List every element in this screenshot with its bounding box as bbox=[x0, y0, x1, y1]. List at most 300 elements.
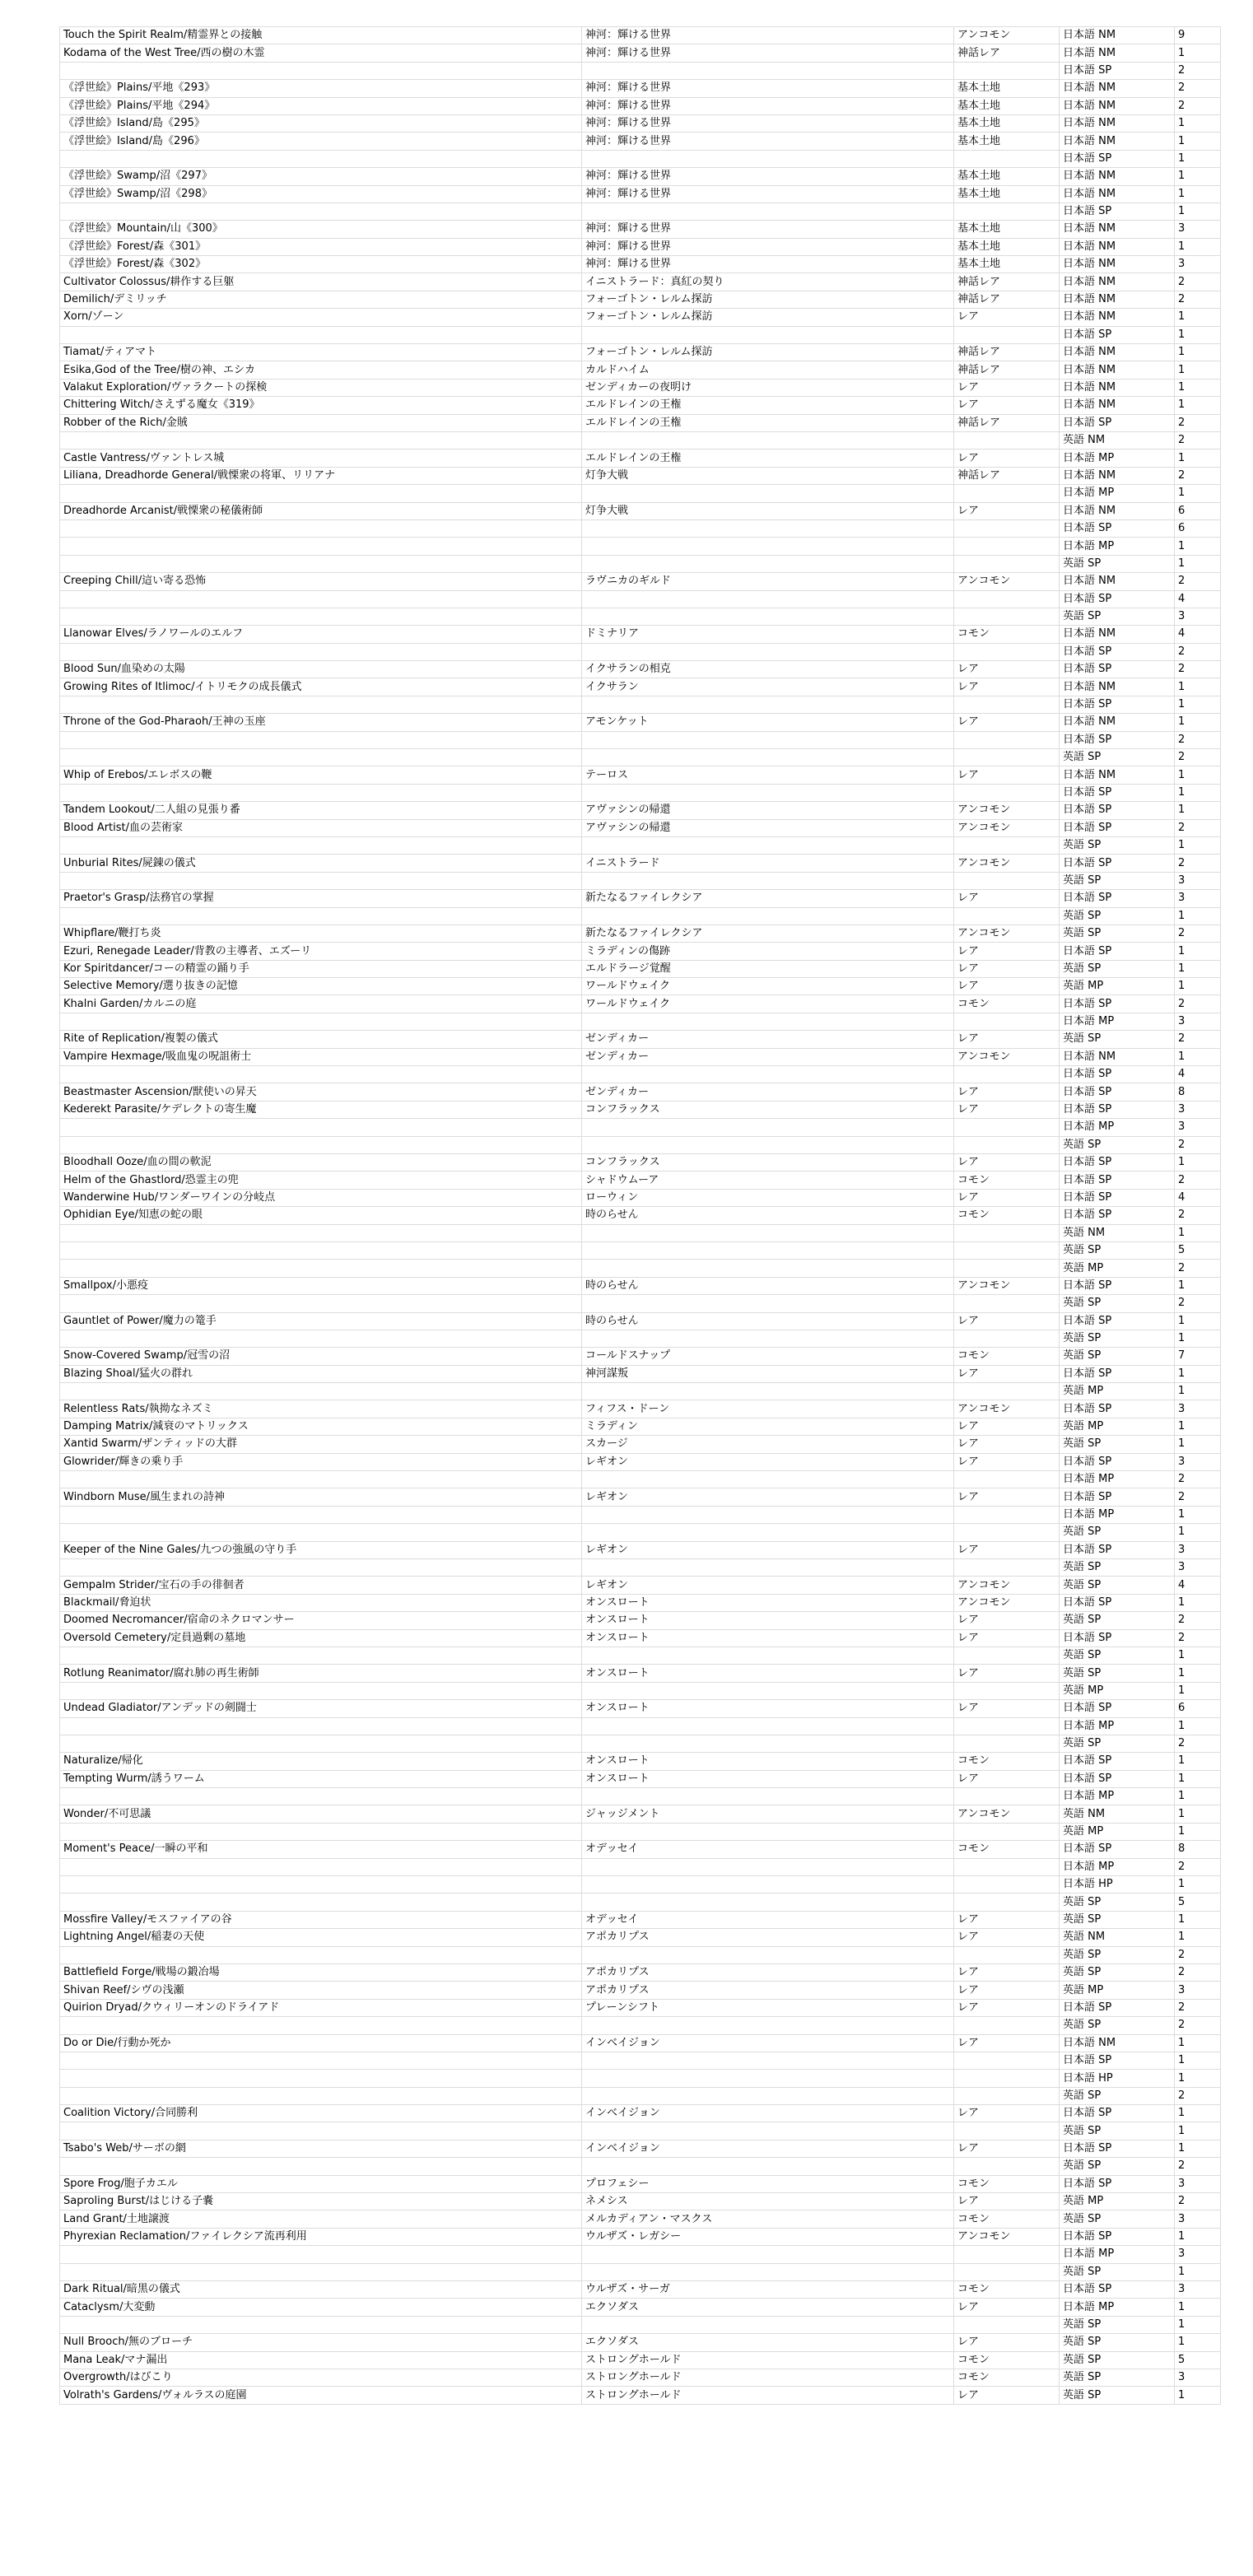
card-name-cell[interactable]: Selective Memory/選り抜きの記憶 bbox=[60, 978, 582, 995]
quantity-cell[interactable]: 2 bbox=[1175, 414, 1221, 431]
condition-cell[interactable]: 日本語 SP bbox=[1060, 1999, 1175, 2016]
card-name-cell[interactable]: Khalni Garden/カルニの庭 bbox=[60, 995, 582, 1013]
set-name-cell[interactable]: ゼンディカー bbox=[582, 1048, 954, 1065]
card-name-cell[interactable]: Do or Die/行動か死か bbox=[60, 2034, 582, 2052]
set-name-cell[interactable] bbox=[582, 2246, 954, 2263]
quantity-cell[interactable]: 2 bbox=[1175, 995, 1221, 1013]
condition-cell[interactable]: 英語 SP bbox=[1060, 1577, 1175, 1594]
condition-cell[interactable]: 日本語 SP bbox=[1060, 1594, 1175, 1611]
card-name-cell[interactable] bbox=[60, 907, 582, 925]
rarity-cell[interactable] bbox=[954, 643, 1060, 660]
condition-cell[interactable]: 日本語 HP bbox=[1060, 1876, 1175, 1894]
condition-cell[interactable]: 日本語 MP bbox=[1060, 1717, 1175, 1735]
quantity-cell[interactable]: 1 bbox=[1175, 150, 1221, 167]
quantity-cell[interactable]: 2 bbox=[1175, 2087, 1221, 2104]
card-name-cell[interactable] bbox=[60, 1946, 582, 1963]
card-name-cell[interactable] bbox=[60, 872, 582, 889]
condition-cell[interactable]: 日本語 SP bbox=[1060, 1189, 1175, 1206]
condition-cell[interactable]: 日本語 NM bbox=[1060, 273, 1175, 291]
rarity-cell[interactable]: アンコモン bbox=[954, 27, 1060, 44]
quantity-cell[interactable]: 3 bbox=[1175, 1101, 1221, 1118]
rarity-cell[interactable]: アンコモン bbox=[954, 2228, 1060, 2245]
set-name-cell[interactable]: 灯争大戦 bbox=[582, 467, 954, 484]
condition-cell[interactable]: 日本語 SP bbox=[1060, 696, 1175, 713]
set-name-cell[interactable]: インベイジョン bbox=[582, 2140, 954, 2157]
quantity-cell[interactable]: 2 bbox=[1175, 573, 1221, 590]
rarity-cell[interactable]: 神話レア bbox=[954, 44, 1060, 62]
condition-cell[interactable]: 日本語 NM bbox=[1060, 80, 1175, 97]
set-name-cell[interactable] bbox=[582, 1682, 954, 1699]
card-name-cell[interactable]: Blood Sun/血染めの太陽 bbox=[60, 661, 582, 678]
rarity-cell[interactable]: レア bbox=[954, 1189, 1060, 1206]
condition-cell[interactable]: 英語 SP bbox=[1060, 1031, 1175, 1048]
card-name-cell[interactable] bbox=[60, 2052, 582, 2069]
quantity-cell[interactable]: 1 bbox=[1175, 1418, 1221, 1435]
quantity-cell[interactable]: 2 bbox=[1175, 1295, 1221, 1312]
card-name-cell[interactable] bbox=[60, 2122, 582, 2140]
set-name-cell[interactable] bbox=[582, 1717, 954, 1735]
quantity-cell[interactable]: 1 bbox=[1175, 397, 1221, 414]
quantity-cell[interactable]: 1 bbox=[1175, 714, 1221, 731]
quantity-cell[interactable]: 1 bbox=[1175, 2316, 1221, 2333]
set-name-cell[interactable]: ゼンディカー bbox=[582, 1083, 954, 1101]
card-name-cell[interactable]: Tandem Lookout/二人組の見張り番 bbox=[60, 802, 582, 819]
condition-cell[interactable]: 英語 SP bbox=[1060, 2158, 1175, 2175]
quantity-cell[interactable]: 4 bbox=[1175, 590, 1221, 608]
rarity-cell[interactable]: コモン bbox=[954, 995, 1060, 1013]
set-name-cell[interactable] bbox=[582, 1858, 954, 1875]
quantity-cell[interactable]: 1 bbox=[1175, 1788, 1221, 1805]
quantity-cell[interactable]: 6 bbox=[1175, 502, 1221, 519]
quantity-cell[interactable]: 3 bbox=[1175, 890, 1221, 907]
rarity-cell[interactable] bbox=[954, 1682, 1060, 1699]
set-name-cell[interactable] bbox=[582, 519, 954, 537]
quantity-cell[interactable]: 1 bbox=[1175, 1365, 1221, 1382]
set-name-cell[interactable]: アヴァシンの帰還 bbox=[582, 819, 954, 836]
quantity-cell[interactable]: 1 bbox=[1175, 1594, 1221, 1611]
set-name-cell[interactable] bbox=[582, 2122, 954, 2140]
rarity-cell[interactable] bbox=[954, 1013, 1060, 1030]
quantity-cell[interactable]: 2 bbox=[1175, 1172, 1221, 1189]
set-name-cell[interactable] bbox=[582, 1471, 954, 1488]
rarity-cell[interactable]: レア bbox=[954, 1700, 1060, 1717]
card-name-cell[interactable]: Gempalm Strider/宝石の手の徘徊者 bbox=[60, 1577, 582, 1594]
quantity-cell[interactable]: 2 bbox=[1175, 467, 1221, 484]
card-name-cell[interactable] bbox=[60, 431, 582, 449]
rarity-cell[interactable] bbox=[954, 2052, 1060, 2069]
quantity-cell[interactable]: 2 bbox=[1175, 731, 1221, 748]
card-name-cell[interactable]: Tsabo's Web/サーボの網 bbox=[60, 2140, 582, 2157]
set-name-cell[interactable] bbox=[582, 1946, 954, 1963]
rarity-cell[interactable]: 基本土地 bbox=[954, 256, 1060, 273]
quantity-cell[interactable]: 1 bbox=[1175, 784, 1221, 801]
card-name-cell[interactable]: Beastmaster Ascension/獣使いの昇天 bbox=[60, 1083, 582, 1101]
condition-cell[interactable]: 日本語 SP bbox=[1060, 203, 1175, 220]
quantity-cell[interactable]: 4 bbox=[1175, 626, 1221, 643]
card-name-cell[interactable]: Blackmail/脅迫状 bbox=[60, 1594, 582, 1611]
card-name-cell[interactable]: 《浮世絵》Island/島《295》 bbox=[60, 114, 582, 132]
card-name-cell[interactable]: Cultivator Colossus/耕作する巨躯 bbox=[60, 273, 582, 291]
quantity-cell[interactable]: 1 bbox=[1175, 1665, 1221, 1682]
card-name-cell[interactable]: Coalition Victory/合同勝利 bbox=[60, 2105, 582, 2122]
rarity-cell[interactable]: コモン bbox=[954, 2210, 1060, 2228]
condition-cell[interactable]: 英語 SP bbox=[1060, 608, 1175, 625]
rarity-cell[interactable]: 神話レア bbox=[954, 273, 1060, 291]
set-name-cell[interactable]: インベイジョン bbox=[582, 2034, 954, 2052]
condition-cell[interactable]: 日本語 SP bbox=[1060, 1770, 1175, 1787]
card-name-cell[interactable]: Demilich/デミリッチ bbox=[60, 291, 582, 308]
card-name-cell[interactable]: Valakut Exploration/ヴァラクートの探検 bbox=[60, 379, 582, 396]
condition-cell[interactable]: 日本語 SP bbox=[1060, 1083, 1175, 1101]
rarity-cell[interactable]: コモン bbox=[954, 1753, 1060, 1770]
rarity-cell[interactable] bbox=[954, 1506, 1060, 1523]
card-name-cell[interactable]: Ezuri, Renegade Leader/背教の主導者、エズーリ bbox=[60, 943, 582, 960]
condition-cell[interactable]: 英語 SP bbox=[1060, 1963, 1175, 1981]
rarity-cell[interactable]: レア bbox=[954, 2034, 1060, 2052]
quantity-cell[interactable]: 1 bbox=[1175, 1383, 1221, 1400]
card-name-cell[interactable] bbox=[60, 1823, 582, 1840]
card-name-cell[interactable] bbox=[60, 2246, 582, 2263]
rarity-cell[interactable] bbox=[954, 538, 1060, 555]
quantity-cell[interactable]: 7 bbox=[1175, 1348, 1221, 1365]
card-name-cell[interactable] bbox=[60, 2316, 582, 2333]
quantity-cell[interactable]: 4 bbox=[1175, 1189, 1221, 1206]
set-name-cell[interactable]: 神河：輝ける世界 bbox=[582, 97, 954, 114]
set-name-cell[interactable] bbox=[582, 2316, 954, 2333]
quantity-cell[interactable]: 1 bbox=[1175, 802, 1221, 819]
quantity-cell[interactable]: 4 bbox=[1175, 1066, 1221, 1083]
card-name-cell[interactable]: Kodama of the West Tree/西の樹の木霊 bbox=[60, 44, 582, 62]
condition-cell[interactable]: 英語 MP bbox=[1060, 978, 1175, 995]
set-name-cell[interactable] bbox=[582, 608, 954, 625]
rarity-cell[interactable]: レア bbox=[954, 1982, 1060, 1999]
card-name-cell[interactable] bbox=[60, 1735, 582, 1752]
card-name-cell[interactable]: Robber of the Rich/金賊 bbox=[60, 414, 582, 431]
rarity-cell[interactable] bbox=[954, 555, 1060, 572]
quantity-cell[interactable]: 1 bbox=[1175, 1682, 1221, 1699]
set-name-cell[interactable] bbox=[582, 696, 954, 713]
quantity-cell[interactable]: 1 bbox=[1175, 485, 1221, 502]
condition-cell[interactable]: 日本語 NM bbox=[1060, 344, 1175, 361]
set-name-cell[interactable]: ストロングホールド bbox=[582, 2351, 954, 2369]
quantity-cell[interactable]: 5 bbox=[1175, 2351, 1221, 2369]
quantity-cell[interactable]: 2 bbox=[1175, 291, 1221, 308]
card-name-cell[interactable]: Wonder/不可思議 bbox=[60, 1805, 582, 1823]
set-name-cell[interactable]: ウルザズ・サーガ bbox=[582, 2281, 954, 2299]
card-name-cell[interactable]: Esika,God of the Tree/樹の神、エシカ bbox=[60, 361, 582, 379]
set-name-cell[interactable]: 神河：輝ける世界 bbox=[582, 114, 954, 132]
quantity-cell[interactable]: 3 bbox=[1175, 1453, 1221, 1470]
rarity-cell[interactable]: レア bbox=[954, 1963, 1060, 1981]
rarity-cell[interactable] bbox=[954, 749, 1060, 766]
rarity-cell[interactable]: レア bbox=[954, 379, 1060, 396]
set-name-cell[interactable]: 神河：輝ける世界 bbox=[582, 44, 954, 62]
quantity-cell[interactable]: 1 bbox=[1175, 2052, 1221, 2069]
card-name-cell[interactable] bbox=[60, 731, 582, 748]
condition-cell[interactable]: 英語 SP bbox=[1060, 907, 1175, 925]
rarity-cell[interactable] bbox=[954, 1260, 1060, 1277]
quantity-cell[interactable]: 1 bbox=[1175, 2228, 1221, 2245]
condition-cell[interactable]: 英語 MP bbox=[1060, 1383, 1175, 1400]
condition-cell[interactable]: 日本語 SP bbox=[1060, 1365, 1175, 1382]
condition-cell[interactable]: 英語 NM bbox=[1060, 1805, 1175, 1823]
set-name-cell[interactable] bbox=[582, 150, 954, 167]
card-name-cell[interactable]: Saproling Burst/はじける子嚢 bbox=[60, 2193, 582, 2210]
condition-cell[interactable]: 日本語 MP bbox=[1060, 1013, 1175, 1030]
condition-cell[interactable]: 英語 SP bbox=[1060, 1558, 1175, 1576]
condition-cell[interactable]: 日本語 MP bbox=[1060, 2299, 1175, 2316]
quantity-cell[interactable]: 2 bbox=[1175, 1207, 1221, 1224]
condition-cell[interactable]: 日本語 SP bbox=[1060, 643, 1175, 660]
condition-cell[interactable]: 英語 SP bbox=[1060, 1241, 1175, 1259]
rarity-cell[interactable] bbox=[954, 326, 1060, 343]
card-name-cell[interactable]: Windborn Muse/風生まれの詩神 bbox=[60, 1488, 582, 1506]
rarity-cell[interactable]: アンコモン bbox=[954, 1277, 1060, 1294]
condition-cell[interactable]: 日本語 SP bbox=[1060, 1101, 1175, 1118]
set-name-cell[interactable] bbox=[582, 203, 954, 220]
condition-cell[interactable]: 日本語 SP bbox=[1060, 2228, 1175, 2245]
condition-cell[interactable]: 日本語 SP bbox=[1060, 150, 1175, 167]
card-name-cell[interactable]: Helm of the Ghastlord/恐霊主の兜 bbox=[60, 1172, 582, 1189]
card-name-cell[interactable]: Vampire Hexmage/吸血鬼の呪詛術士 bbox=[60, 1048, 582, 1065]
card-name-cell[interactable]: Mana Leak/マナ漏出 bbox=[60, 2351, 582, 2369]
set-name-cell[interactable]: オデッセイ bbox=[582, 1841, 954, 1858]
condition-cell[interactable]: 英語 SP bbox=[1060, 2369, 1175, 2386]
quantity-cell[interactable]: 1 bbox=[1175, 379, 1221, 396]
quantity-cell[interactable]: 1 bbox=[1175, 960, 1221, 977]
set-name-cell[interactable]: プレーンシフト bbox=[582, 1999, 954, 2016]
card-name-cell[interactable]: Shivan Reef/シヴの浅瀬 bbox=[60, 1982, 582, 1999]
set-name-cell[interactable] bbox=[582, 2158, 954, 2175]
rarity-cell[interactable]: アンコモン bbox=[954, 1400, 1060, 1418]
quantity-cell[interactable]: 1 bbox=[1175, 1277, 1221, 1294]
quantity-cell[interactable]: 1 bbox=[1175, 2387, 1221, 2404]
rarity-cell[interactable]: レア bbox=[954, 2193, 1060, 2210]
rarity-cell[interactable]: 基本土地 bbox=[954, 133, 1060, 150]
set-name-cell[interactable]: メルカディアン・マスクス bbox=[582, 2210, 954, 2228]
quantity-cell[interactable]: 2 bbox=[1175, 80, 1221, 97]
condition-cell[interactable]: 日本語 NM bbox=[1060, 256, 1175, 273]
card-name-cell[interactable] bbox=[60, 2017, 582, 2034]
condition-cell[interactable]: 英語 SP bbox=[1060, 1665, 1175, 1682]
set-name-cell[interactable] bbox=[582, 1119, 954, 1136]
card-name-cell[interactable] bbox=[60, 1471, 582, 1488]
set-name-cell[interactable]: オンスロート bbox=[582, 1770, 954, 1787]
rarity-cell[interactable]: レア bbox=[954, 1629, 1060, 1647]
card-name-cell[interactable] bbox=[60, 538, 582, 555]
quantity-cell[interactable]: 1 bbox=[1175, 1524, 1221, 1541]
set-name-cell[interactable] bbox=[582, 872, 954, 889]
rarity-cell[interactable] bbox=[954, 836, 1060, 854]
card-name-cell[interactable]: Volrath's Gardens/ヴォルラスの庭園 bbox=[60, 2387, 582, 2404]
condition-cell[interactable]: 日本語 SP bbox=[1060, 1312, 1175, 1330]
condition-cell[interactable]: 日本語 NM bbox=[1060, 168, 1175, 185]
card-name-cell[interactable]: Dreadhorde Arcanist/戦慄衆の秘儀術師 bbox=[60, 502, 582, 519]
set-name-cell[interactable]: ミラディン bbox=[582, 1418, 954, 1435]
rarity-cell[interactable] bbox=[954, 1524, 1060, 1541]
card-name-cell[interactable] bbox=[60, 1647, 582, 1664]
card-name-cell[interactable] bbox=[60, 1241, 582, 1259]
rarity-cell[interactable]: アンコモン bbox=[954, 925, 1060, 942]
quantity-cell[interactable]: 2 bbox=[1175, 1963, 1221, 1981]
rarity-cell[interactable]: レア bbox=[954, 1488, 1060, 1506]
card-name-cell[interactable]: Throne of the God-Pharaoh/王神の玉座 bbox=[60, 714, 582, 731]
rarity-cell[interactable]: レア bbox=[954, 1365, 1060, 1382]
condition-cell[interactable]: 日本語 SP bbox=[1060, 731, 1175, 748]
card-name-cell[interactable] bbox=[60, 203, 582, 220]
card-name-cell[interactable]: Castle Vantress/ヴァントレス城 bbox=[60, 450, 582, 467]
rarity-cell[interactable]: レア bbox=[954, 1083, 1060, 1101]
rarity-cell[interactable]: レア bbox=[954, 766, 1060, 784]
set-name-cell[interactable]: フィフス・ドーン bbox=[582, 1400, 954, 1418]
quantity-cell[interactable]: 1 bbox=[1175, 2299, 1221, 2316]
condition-cell[interactable]: 英語 NM bbox=[1060, 1224, 1175, 1241]
card-name-cell[interactable]: Glowrider/輝きの乗り手 bbox=[60, 1453, 582, 1470]
quantity-cell[interactable]: 1 bbox=[1175, 168, 1221, 185]
rarity-cell[interactable] bbox=[954, 2087, 1060, 2104]
quantity-cell[interactable]: 3 bbox=[1175, 608, 1221, 625]
rarity-cell[interactable]: アンコモン bbox=[954, 1577, 1060, 1594]
set-name-cell[interactable]: アポカリプス bbox=[582, 1982, 954, 1999]
condition-cell[interactable]: 英語 SP bbox=[1060, 836, 1175, 854]
rarity-cell[interactable]: レア bbox=[954, 2105, 1060, 2122]
rarity-cell[interactable] bbox=[954, 2017, 1060, 2034]
rarity-cell[interactable] bbox=[954, 431, 1060, 449]
set-name-cell[interactable] bbox=[582, 590, 954, 608]
card-name-cell[interactable]: Gauntlet of Power/魔力の篭手 bbox=[60, 1312, 582, 1330]
quantity-cell[interactable]: 2 bbox=[1175, 749, 1221, 766]
card-name-cell[interactable]: Bloodhall Ooze/血の間の軟泥 bbox=[60, 1154, 582, 1172]
card-name-cell[interactable] bbox=[60, 784, 582, 801]
rarity-cell[interactable]: レア bbox=[954, 960, 1060, 977]
condition-cell[interactable]: 日本語 MP bbox=[1060, 1119, 1175, 1136]
rarity-cell[interactable]: レア bbox=[954, 1541, 1060, 1558]
rarity-cell[interactable] bbox=[954, 1946, 1060, 1963]
set-name-cell[interactable] bbox=[582, 643, 954, 660]
card-name-cell[interactable]: Moment's Peace/一瞬の平和 bbox=[60, 1841, 582, 1858]
quantity-cell[interactable]: 1 bbox=[1175, 1753, 1221, 1770]
set-name-cell[interactable]: 神河謀叛 bbox=[582, 1365, 954, 1382]
card-name-cell[interactable]: Praetor's Grasp/法務官の掌握 bbox=[60, 890, 582, 907]
card-name-cell[interactable] bbox=[60, 326, 582, 343]
set-name-cell[interactable]: 新たなるファイレクシア bbox=[582, 890, 954, 907]
rarity-cell[interactable] bbox=[954, 2263, 1060, 2280]
condition-cell[interactable]: 英語 SP bbox=[1060, 1946, 1175, 1963]
quantity-cell[interactable]: 2 bbox=[1175, 2017, 1221, 2034]
condition-cell[interactable]: 日本語 NM bbox=[1060, 467, 1175, 484]
card-name-cell[interactable]: Doomed Necromancer/宿命のネクロマンサー bbox=[60, 1612, 582, 1629]
rarity-cell[interactable]: 神話レア bbox=[954, 361, 1060, 379]
card-name-cell[interactable]: Mossfire Valley/モスファイアの谷 bbox=[60, 1911, 582, 1928]
condition-cell[interactable]: 日本語 SP bbox=[1060, 1700, 1175, 1717]
condition-cell[interactable]: 英語 MP bbox=[1060, 1682, 1175, 1699]
quantity-cell[interactable]: 1 bbox=[1175, 2034, 1221, 2052]
condition-cell[interactable]: 日本語 SP bbox=[1060, 819, 1175, 836]
condition-cell[interactable]: 日本語 SP bbox=[1060, 590, 1175, 608]
condition-cell[interactable]: 英語 SP bbox=[1060, 1647, 1175, 1664]
set-name-cell[interactable]: テーロス bbox=[582, 766, 954, 784]
set-name-cell[interactable] bbox=[582, 326, 954, 343]
card-name-cell[interactable] bbox=[60, 485, 582, 502]
set-name-cell[interactable]: オンスロート bbox=[582, 1629, 954, 1647]
condition-cell[interactable]: 英語 MP bbox=[1060, 1260, 1175, 1277]
set-name-cell[interactable] bbox=[582, 1013, 954, 1030]
rarity-cell[interactable]: コモン bbox=[954, 2351, 1060, 2369]
set-name-cell[interactable]: ゼンディカー bbox=[582, 1031, 954, 1048]
rarity-cell[interactable] bbox=[954, 1136, 1060, 1153]
set-name-cell[interactable] bbox=[582, 1136, 954, 1153]
quantity-cell[interactable]: 1 bbox=[1175, 978, 1221, 995]
set-name-cell[interactable] bbox=[582, 538, 954, 555]
rarity-cell[interactable] bbox=[954, 1066, 1060, 1083]
condition-cell[interactable]: 英語 SP bbox=[1060, 2351, 1175, 2369]
card-name-cell[interactable] bbox=[60, 1136, 582, 1153]
rarity-cell[interactable] bbox=[954, 872, 1060, 889]
rarity-cell[interactable]: レア bbox=[954, 1929, 1060, 1946]
quantity-cell[interactable]: 2 bbox=[1175, 1735, 1221, 1752]
rarity-cell[interactable]: コモン bbox=[954, 1172, 1060, 1189]
condition-cell[interactable]: 英語 MP bbox=[1060, 1982, 1175, 1999]
card-name-cell[interactable]: Whip of Erebos/エレボスの鞭 bbox=[60, 766, 582, 784]
set-name-cell[interactable]: イクサランの相克 bbox=[582, 661, 954, 678]
quantity-cell[interactable]: 1 bbox=[1175, 943, 1221, 960]
condition-cell[interactable]: 日本語 MP bbox=[1060, 1506, 1175, 1523]
card-name-cell[interactable] bbox=[60, 1558, 582, 1576]
quantity-cell[interactable]: 8 bbox=[1175, 1083, 1221, 1101]
rarity-cell[interactable] bbox=[954, 1558, 1060, 1576]
condition-cell[interactable]: 日本語 SP bbox=[1060, 1488, 1175, 1506]
quantity-cell[interactable]: 9 bbox=[1175, 27, 1221, 44]
card-name-cell[interactable] bbox=[60, 519, 582, 537]
quantity-cell[interactable]: 3 bbox=[1175, 1558, 1221, 1576]
condition-cell[interactable]: 日本語 NM bbox=[1060, 309, 1175, 326]
set-name-cell[interactable]: コンフラックス bbox=[582, 1101, 954, 1118]
set-name-cell[interactable]: カルドハイム bbox=[582, 361, 954, 379]
condition-cell[interactable]: 英語 SP bbox=[1060, 2334, 1175, 2351]
set-name-cell[interactable]: オンスロート bbox=[582, 1665, 954, 1682]
rarity-cell[interactable]: レア bbox=[954, 1612, 1060, 1629]
card-name-cell[interactable]: Keeper of the Nine Gales/九つの強風の守り手 bbox=[60, 1541, 582, 1558]
card-name-cell[interactable]: 《浮世絵》Plains/平地《293》 bbox=[60, 80, 582, 97]
rarity-cell[interactable] bbox=[954, 485, 1060, 502]
rarity-cell[interactable] bbox=[954, 150, 1060, 167]
quantity-cell[interactable]: 3 bbox=[1175, 2281, 1221, 2299]
condition-cell[interactable]: 日本語 MP bbox=[1060, 1471, 1175, 1488]
quantity-cell[interactable]: 1 bbox=[1175, 1929, 1221, 1946]
quantity-cell[interactable]: 1 bbox=[1175, 1876, 1221, 1894]
quantity-cell[interactable]: 2 bbox=[1175, 1612, 1221, 1629]
rarity-cell[interactable] bbox=[954, 1295, 1060, 1312]
card-name-cell[interactable] bbox=[60, 1788, 582, 1805]
quantity-cell[interactable]: 5 bbox=[1175, 1894, 1221, 1911]
card-name-cell[interactable]: Liliana, Dreadhorde General/戦慄衆の将軍、リリアナ bbox=[60, 467, 582, 484]
condition-cell[interactable]: 日本語 NM bbox=[1060, 44, 1175, 62]
quantity-cell[interactable]: 3 bbox=[1175, 1982, 1221, 1999]
set-name-cell[interactable] bbox=[582, 485, 954, 502]
set-name-cell[interactable] bbox=[582, 62, 954, 79]
rarity-cell[interactable] bbox=[954, 1471, 1060, 1488]
set-name-cell[interactable] bbox=[582, 1876, 954, 1894]
card-name-cell[interactable] bbox=[60, 1524, 582, 1541]
quantity-cell[interactable]: 4 bbox=[1175, 1577, 1221, 1594]
card-name-cell[interactable] bbox=[60, 1066, 582, 1083]
set-name-cell[interactable] bbox=[582, 784, 954, 801]
quantity-cell[interactable]: 3 bbox=[1175, 2369, 1221, 2386]
set-name-cell[interactable]: 時のらせん bbox=[582, 1207, 954, 1224]
set-name-cell[interactable] bbox=[582, 1647, 954, 1664]
card-name-cell[interactable]: Unburial Rites/屍錬の儀式 bbox=[60, 855, 582, 872]
card-name-cell[interactable] bbox=[60, 1717, 582, 1735]
